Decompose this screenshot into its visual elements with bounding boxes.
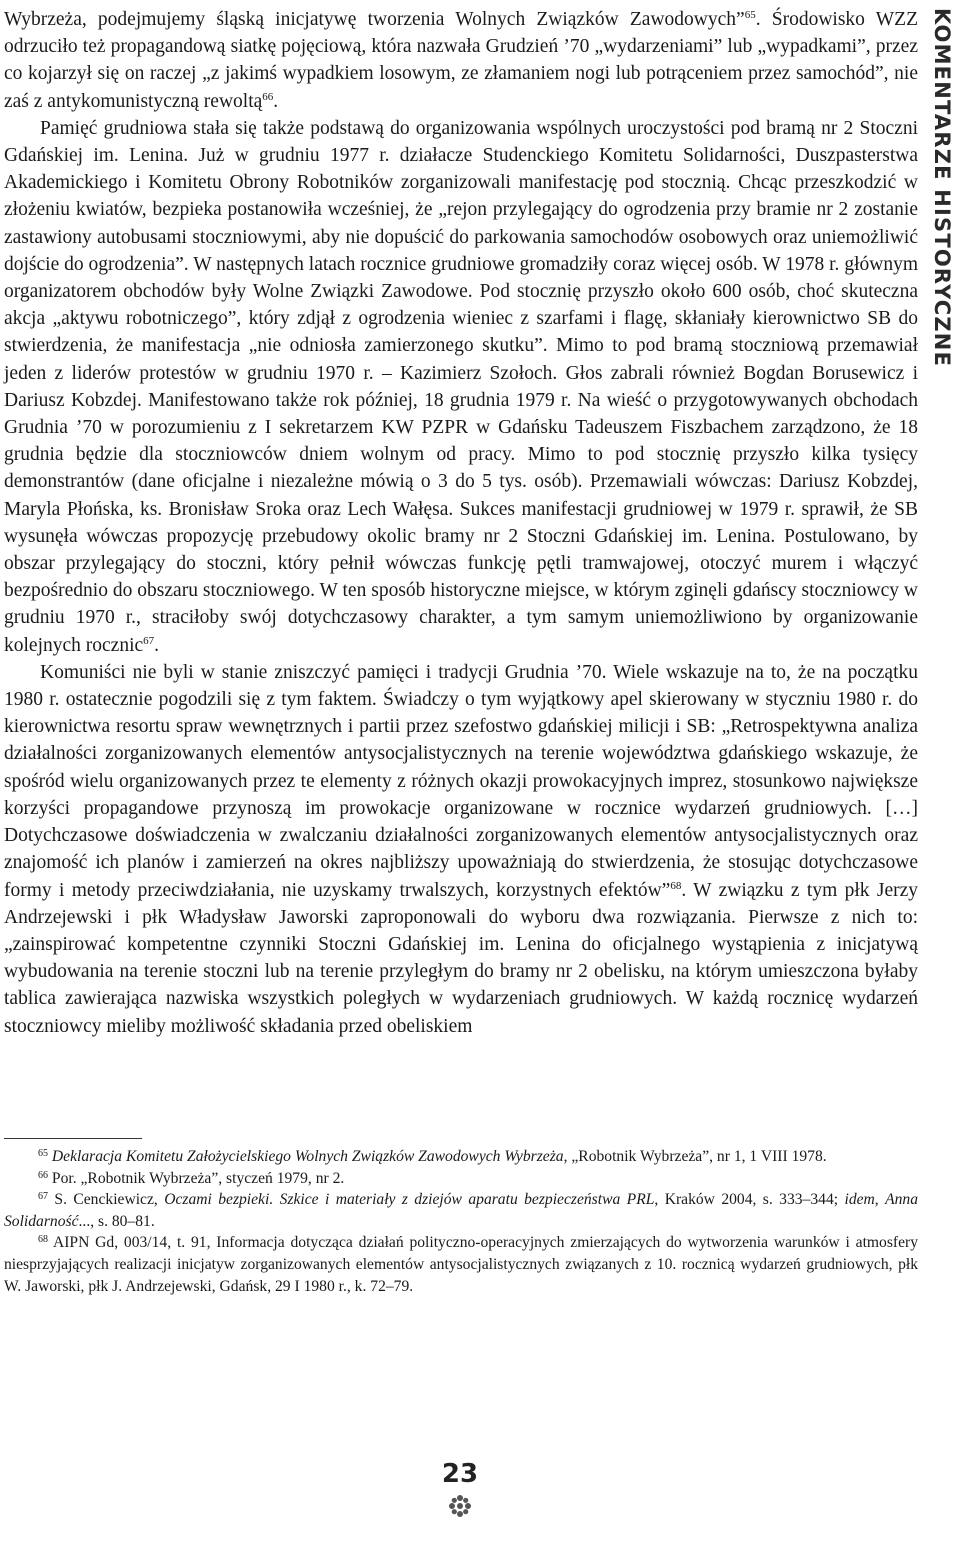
text-run: Pamięć grudniowa stała się także podstawą do organizowania wspólnych uroczystości pod bramą nr 2 Stoczni Gdańskiej im. Lenina. Już w grudniu 1977 r. działacze Studenckiego Komitetu Solidarności, Duszpasterstwa Akademickiego i Komitetu Obrony Robotników zorganizowali manifestację pod stocznią. Chcąc przeszkodzić w złożeniu kwiatów, bezpieka postanowiła wcześniej, że „rejon przylegający do ogrodzenia przy bramie nr 2 zostanie zastawiony autobusami stoczniowymi, aby nie dopuścić do parkowania samochodów osobowych oraz uniemożliwić dojście do ogrodzenia”. W następnych latach rocznice grudniowe gromadziły coraz więcej osób. W 1978 r. głównym organizatorem obchodów były Wolne Związki Zawodowe. Pod stocznię przyszło około 600 osób, choć skuteczna akcja „aktywu robotniczego”, który zdjął z ogrodzenia wieniec z szarfami i flagę, skłaniały kierownictwo SB do stwierdzenia, że manifestacja „nie odniosła zamierzonego skutku”. Mimo to pod bramą stoczniową przemawiał jeden z liderów protestów w grudniu 1970 r. – Kazimierz Szołoch. Głos zabrali również Bogdan Borusewicz i Dariusz Kobzdej. Manifestowano także rok później, 18 grudnia 1979 r. Na wieść o przygotowywanych obchodach Grudnia ’70 w porozumieniu z I sekretarzem KW PZPR w Gdańsku Tadeuszem Fiszbachem zarządzono, że 18 grudnia będzie dla stoczniowców dniem wolnym od pracy. Mimo to pod stocznię przyszło kilka tysięcy demonstrantów (dane oficjalne i niezależne mówią o 3 do 5 tys. osób). Przemawiali wówczas: Dariusz Kobzdej, Maryla Płońska, ks. Bronisław Sroka oraz Lech Wałęsa. Sukces manifestacji grudniowej w 1979 r. sprawił, że SB wysunęła wówczas propozycję przebudowy okolic bramy nr 2 Stoczni Gdańskiej im. Lenina. Postulowano, by obszar przylegający do stoczni, który pełnił wówczas funkcję pętli tramwajowej, otoczyć murem i włączyć bezpośrednio do obszaru stoczniowego. W ten sposób historyczne miejsce, w którym zginęli gdańscy stoczniowcy w grudniu 1970 r., straciłoby swój dotychczasowy charakter, a tym samym uniemożliwiono by organizowanie kolejnych rocznic <box>4 117 918 656</box>
footnote-ref: 65 <box>744 9 756 21</box>
text-run: . Środowisko WZZ odrzuciło też propagandową siatkę pojęciową, która nazwała Grudzień ’70 „wydarzeniami” lub „wypadkami”, przez co kojarzył się on raczej „z jakimś wypadkiem losowym, ze złamaniem nogi lub potrąceniem przez samochód”, nie zaś z antykomunistyczną rewoltą <box>4 9 918 112</box>
text-run: ..., s. 80–81. <box>78 1212 155 1230</box>
footnote-divider <box>4 1138 142 1139</box>
text-run: Wybrzeża, podejmujemy śląską inicjatywę tworzenia Wolnych Związków Zawodowych” <box>4 9 745 30</box>
paragraph-2 <box>4 115 918 659</box>
footnote-68 <box>4 1232 918 1297</box>
text-run: . <box>273 90 279 112</box>
paragraph-3 <box>4 659 918 1040</box>
text-run: , Kraków 2004, s. 333–344; <box>654 1191 845 1209</box>
italic-title: Oczami bezpieki. Szkice i materiały z dziejów aparatu bezpieczeństwa PRL <box>164 1191 655 1209</box>
footnote-ref: 68 <box>670 879 682 892</box>
italic-title: Deklaracja Komitetu Założycielskiego Wolnych Związków Zawodowych Wybrzeża <box>51 1148 564 1165</box>
footnote-ref: 67 <box>143 634 155 647</box>
text-run: S. Cenckiewicz, <box>48 1191 165 1209</box>
footnote-65 <box>4 1146 918 1168</box>
footnotes <box>4 1146 918 1297</box>
text-run: . W związku z tym płk Jerzy Andrzejewski i płk Władysław Jaworski zaproponowali do wyboru dwa rozwiązania. Pierwsze z nich to: „zainspirować kompetentne czynniki Stoczni Gdańskiej im. Lenina do oficjalnego wystąpienia z inicjatywą wybudowania na terenie stoczni lub na terenie przyległym do bramy nr 2 obelisku, na którym umieszczona byłaby tablica zawierająca nazwiska wszystkich poległych w wydarzeniach grudniowych. W każdą rocznicę wydarzeń stoczniowcy mieliby możliwość składania przed obeliskiem <box>4 879 918 1037</box>
footnote-67 <box>4 1189 918 1232</box>
text-run: , „Robotnik Wybrzeża”, nr 1, 1 VIII 1978. <box>563 1148 827 1165</box>
paragraph-1 <box>4 6 918 115</box>
text-run: Por. „Robotnik Wybrzeża”, styczeń 1979, nr 2. <box>48 1169 345 1187</box>
main-text <box>4 6 918 1040</box>
text-run: , <box>874 1191 886 1209</box>
footnote-ref: 68 <box>38 1234 48 1246</box>
section-side-label <box>930 8 954 438</box>
text-run: AIPN Gd, 003/14, t. 91, Informacja dotycząca działań polityczno-operacyjnych zmierzających do wytworzenia warunków i atmosfery niesprzyjających realizacji inicjatyw zorganizowanych elementów antysocjalistycznych związanych z 10. rocznicą wydarzeń grudniowych, płk W. Jaworski, płk J. Andrzejewski, Gdańsk, 29 I 1980 r., k. 72–79. <box>4 1234 918 1295</box>
italic-title: Anna Solidarność <box>4 1191 919 1230</box>
page-number: 23 <box>441 1459 479 1489</box>
text-run: . <box>154 634 160 656</box>
side-label-text: KOMENTARZE HISTORYCZNE <box>930 8 954 368</box>
footnote-ref: 66 <box>262 90 274 103</box>
italic-title: idem <box>844 1191 875 1209</box>
footnote-ref: 67 <box>38 1191 48 1203</box>
text-run: Komuniści nie byli w stanie zniszczyć pamięci i tradycji Grudnia ’70. Wiele wskazuje na to, że na początku 1980 r. ostatecznie pogodzili się z tym faktem. Świadczy o tym wyjątkowy apel skierowany w styczniu 1980 r. do kierownictwa resortu spraw wewnętrznych i partii przez szefostwo gdańskiej milicji i SB: „Retrospektywna analiza działalności zorganizowanych elementów antysocjalistycznych na terenie województwa gdańskiego wskazuje, że spośród wielu organizowanych przez te elementy z różnych okazji prowokacyjnych imprez, stosunkowo największe korzyści propagandowe przynoszą im prowokacje organizowane w rocznice wydarzeń grudniowych. […] Dotychczasowe doświadczenia w zwalczaniu działalności zorganizowanych elementów antysocjalistycznych oraz znajomość ich planów i zamierzeń na okres najbliższy upoważniają do stwierdzenia, że stosując dotychczasowe formy i metody przeciwdziałania, nie uzyskamy trwalszych, korzystnych efektów” <box>4 661 918 901</box>
ornament-icon <box>446 1492 474 1520</box>
footnote-ref: 66 <box>38 1169 48 1181</box>
footnote-ref: 65 <box>38 1148 48 1159</box>
footnote-66 <box>4 1168 918 1190</box>
